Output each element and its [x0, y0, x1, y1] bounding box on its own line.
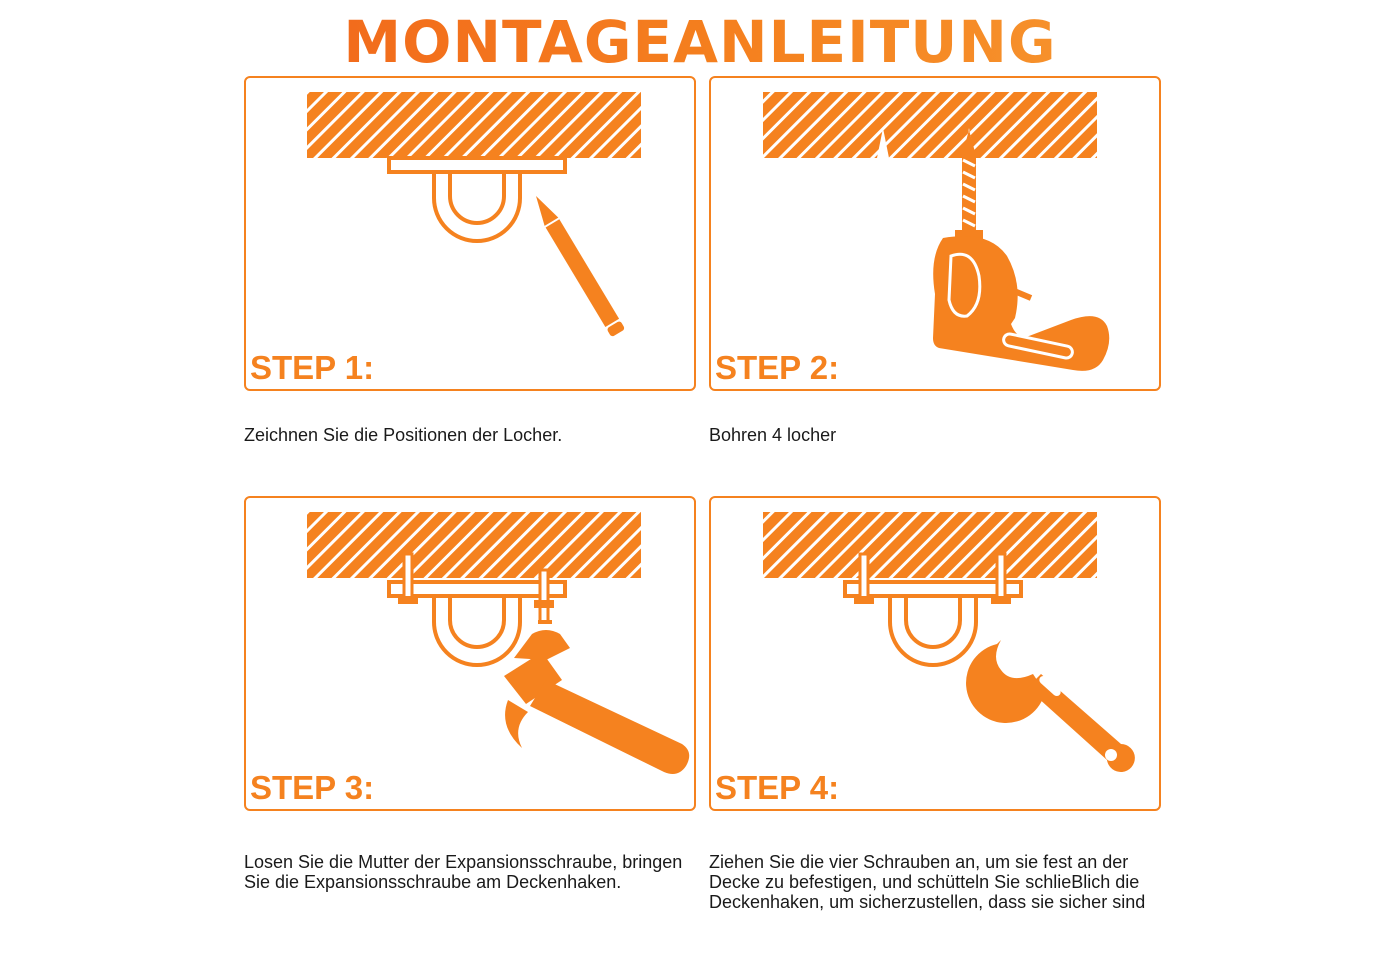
step-2-panel	[709, 76, 1161, 391]
wrench-icon	[966, 640, 1135, 772]
step-3-label: STEP 3:	[250, 769, 375, 806]
step-4-panel	[709, 496, 1161, 811]
step-2-label: STEP 2:	[715, 349, 840, 386]
step-1-caption: Zeichnen Sie die Positionen der Locher.	[244, 425, 563, 445]
step-4-caption: Ziehen Sie die vier Schrauben an, um sie fest an der Decke zu befestigen, und schütteln Sie schlieBlich die Deckenhaken, um sicherzustellen, dass sie sicher sind	[709, 852, 1146, 912]
ceiling	[307, 512, 641, 578]
step-4-illustration	[711, 498, 1163, 813]
step-3-panel	[244, 496, 696, 811]
pencil-icon	[529, 192, 625, 337]
page-title: MONTAGEANLEITUNG	[0, 8, 1400, 76]
ceiling	[307, 92, 641, 158]
ceiling	[763, 92, 1097, 158]
step-3-caption: Losen Sie die Mutter der Expansionsschraube, bringen Sie die Expansionsschraube am Deckenhaken.	[244, 852, 683, 892]
hammer-icon	[482, 628, 689, 774]
step-1-label: STEP 1:	[250, 349, 375, 386]
drill-icon	[933, 130, 1109, 371]
step-2-caption: Bohren 4 locher	[709, 425, 837, 445]
ceiling	[763, 512, 1097, 578]
step-3-illustration	[246, 498, 698, 813]
step-1-panel	[244, 76, 696, 391]
step-2-illustration	[711, 78, 1163, 393]
step-1-illustration	[246, 78, 698, 393]
step-4-label: STEP 4:	[715, 769, 840, 806]
